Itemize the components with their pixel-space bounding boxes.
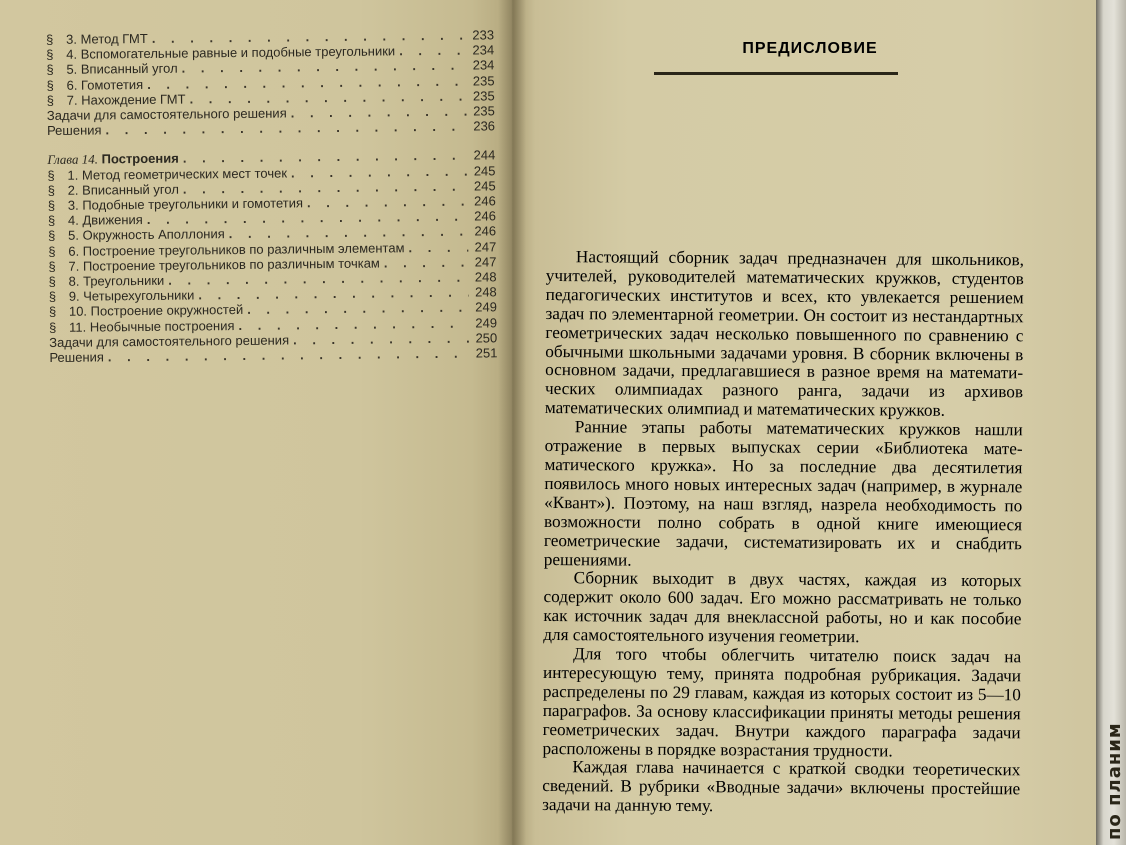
toc-entry-title: 9. Четырехугольники	[68, 287, 195, 305]
toc-section-mark: §	[48, 304, 57, 320]
toc-entry-title: 3. Подобные треугольники и гомотетия	[67, 195, 304, 213]
toc-page-number: 251	[475, 345, 498, 361]
toc-section-mark: §	[49, 319, 57, 335]
toc-entry-title: 8. Треугольники	[68, 272, 165, 289]
toc-page-number: 235	[472, 88, 495, 104]
toc-entry-title: 3. Метод ГМТ	[65, 30, 148, 47]
toc-page-number: 246	[474, 208, 497, 224]
toc-section-mark: §	[46, 47, 54, 63]
toc-page-number: 245	[473, 178, 496, 194]
toc-section-mark: §	[48, 243, 56, 259]
toc-leader-dots	[384, 254, 469, 270]
toc-entry-title: 6. Гомотетия	[66, 76, 144, 93]
toc-page-number: 234	[472, 57, 495, 73]
toc-chapter-name: Построения	[101, 151, 179, 167]
toc-chapter-label: Глава 14.	[47, 151, 99, 168]
toc-page-number: 233	[472, 27, 495, 43]
toc-chapter-title	[47, 151, 179, 168]
adjacent-book-spine-text: по планим	[1104, 722, 1125, 840]
toc-leader-dots	[399, 43, 466, 59]
toc-section-mark: §	[47, 182, 55, 198]
toc-entry-title: Решения	[46, 122, 102, 139]
preface-heading: ПРЕДИСЛОВИЕ	[742, 40, 878, 57]
toc-section-mark: §	[48, 228, 56, 244]
toc-entry-title: 7. Построение треугольников по различным точкам	[68, 255, 380, 274]
preface-paragraph: Сборник выходит в двух частях, каждая из которых содержит около 600 задач. Его можно рассматривать не только как источник задач для внеклассной работы, но и как пособие для самостоятельного изучения геометрии.	[543, 568, 1022, 647]
toc-page-number: 235	[473, 103, 495, 119]
toc-section-mark: §	[47, 213, 56, 229]
toc-entry-title: 11. Необычные построения	[69, 317, 235, 335]
heading-rule	[654, 72, 898, 75]
toc-entry-title: 4. Вспомогательные равные и подобные треугольники	[66, 43, 396, 62]
preface-section	[542, 0, 1087, 845]
toc-page-number: 246	[474, 223, 497, 239]
preface-paragraph: Для того чтобы облегчить читателю поиск задач на интересующую тему, принята подробная рубрикация. Задачи распределены по 29 главам, каждая из которых состоит из 5—10 параграфов. За основу классификации приняты методы решения геометрических задач. Внутри каждого параграфа задачи расположены в порядке возрастания трудности.	[542, 644, 1022, 760]
toc-page-number: 248	[474, 269, 497, 285]
toc-entry-title: 10. Построение окружностей	[68, 302, 244, 320]
toc-entry-title: 4. Движения	[67, 212, 143, 229]
preface-paragraph: Ранние этапы работы математических кружков нашли отражение в первых выпусках серии «Библиотека математического кружка». Но за последние два десятилетия появилось много новых интересных задач (например, в журнале «Квант»). Поэтому, на наш взгляд, назрела необходимость по возможности полно собрать в одной книге имеющиеся геометрические задачи, систематизировать их и снабдить решениями.	[543, 417, 1023, 570]
toc-entry-title: 7. Нахождение ГМТ	[66, 91, 186, 108]
toc-page-number: 249	[475, 314, 498, 331]
toc-section-mark: §	[48, 289, 57, 305]
toc-entry-title: Задачи для самостоятельного решения	[49, 332, 290, 350]
toc-section-mark: §	[48, 273, 56, 290]
toc-page-number: 247	[474, 254, 497, 270]
preface-paragraph: Каждая глава начинается с краткой сводки теоретических сведений. В рубрики «Вводные задачи» включены простейшие задачи на данную тему.	[542, 757, 1021, 816]
toc-entry-title: 2. Вписанный угол	[67, 181, 179, 198]
toc-page-number: 249	[475, 299, 497, 315]
toc-leader-dots	[307, 194, 468, 211]
toc-page-number: 236	[473, 118, 496, 134]
toc-entry-title: Задачи для самостоятельного решения	[46, 105, 287, 124]
table-of-contents	[46, 27, 497, 365]
toc-entry-title: 5. Окружность Аполлония	[68, 226, 225, 244]
toc-page-number: 250	[475, 330, 498, 346]
toc-entry-title: 1. Метод геометрических мест точек	[67, 165, 288, 183]
toc-section-mark: §	[47, 197, 56, 214]
left-page	[0, 0, 512, 845]
toc-section-mark: §	[48, 258, 56, 274]
toc-page-number: 245	[473, 162, 496, 179]
toc-leader-dots	[408, 239, 468, 255]
preface-body	[542, 248, 1024, 819]
toc-page-number: 247	[474, 238, 497, 255]
toc-section-mark: §	[46, 77, 54, 93]
toc-page-number: 234	[472, 42, 495, 58]
toc-section-mark: §	[47, 167, 55, 183]
preface-paragraph: Настоящий сборник задач предназначен для школьников, учителей, руководителей математических кружков, студентов педагогических институтов и всех, кто увлекается решением задач по элементарной геометрии. Он состоит из нестандартных геометрических задач несколько повышенного по сравнению с обычными школьными задачами уровня. В сборник включены в основном задачи, предлагавшиеся в разное время на математических олимпиадах разного ранга, задачи из архивов математических олимпиад и математических кружков.	[544, 247, 1024, 421]
toc-entry-title: 6. Построение треугольников по различным элементам	[68, 239, 405, 259]
toc-page-number: 235	[472, 72, 495, 89]
toc-leader-dots	[108, 346, 470, 365]
toc-page-number: 246	[474, 193, 496, 209]
toc-entry-title: 5. Вписанный угол	[66, 61, 178, 78]
toc-entry-title: Решения	[49, 349, 104, 366]
toc-section-mark: §	[46, 92, 55, 108]
toc-page-number: 244	[473, 147, 496, 163]
toc-section-mark: §	[46, 31, 54, 47]
toc-page-number: 248	[474, 284, 497, 300]
toc-section-mark: §	[46, 62, 54, 78]
